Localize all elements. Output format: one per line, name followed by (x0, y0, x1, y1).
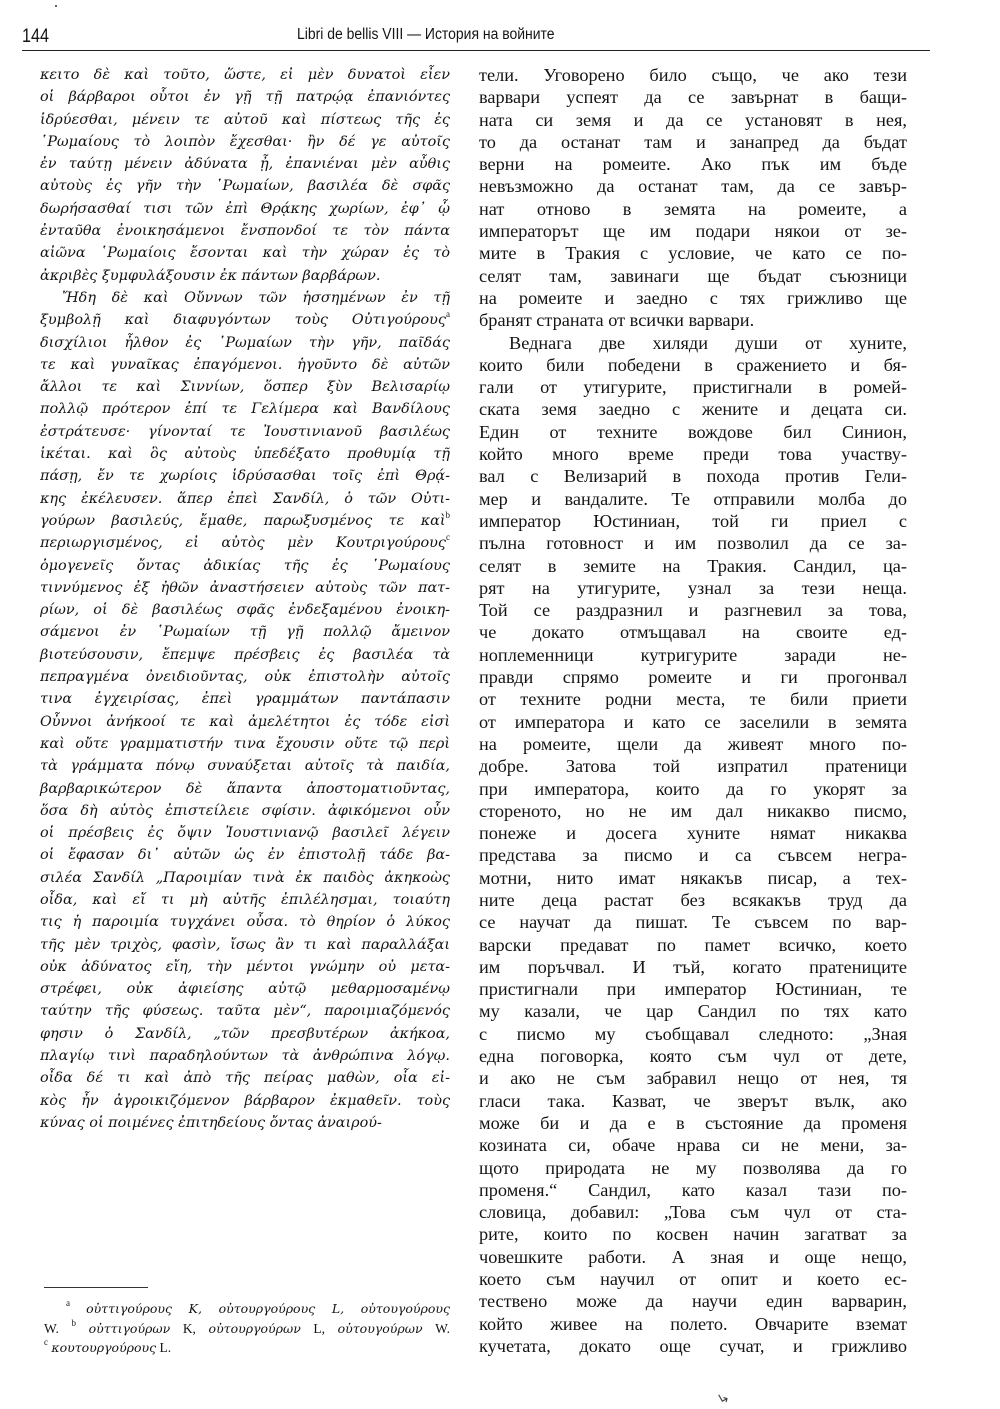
text-line (40, 733, 450, 755)
line-text: който живее на полето. Овчарите вземат (479, 1313, 907, 1334)
text-line (40, 1023, 450, 1045)
text-line (479, 1067, 907, 1089)
text-line (40, 131, 450, 153)
footnote-text: οὐττιγούρους K, οὐτουργούρους L, οὐτουγούρους (86, 1301, 450, 1316)
line-text: Ἤδη δὲ καὶ Οὔννων τῶν ἡσσημένων ἐν τῇ (62, 289, 450, 306)
text-line (40, 1090, 450, 1112)
line-text: κης ἐκέλευσεν. ἅπερ ἐπεὶ Σανδίλ, ὁ τῶν Οὐτι- (40, 490, 450, 507)
text-line (479, 1313, 907, 1335)
line-text: ἄλλοι τε καὶ Σιννίων, ὅσπερ ξὺν Βελισαρίῳ (40, 379, 450, 396)
line-text: σιλέα Σανδίλ „Παροιμίαν τινὰ ἐκ παιδὸς ἀκηκοὼς (40, 869, 450, 886)
text-line (479, 332, 907, 354)
line-text: варски предават по памет всичко, което (479, 934, 907, 955)
line-text: на ромеите и заедно с тях грижливо ще (479, 287, 907, 308)
text-line (40, 800, 450, 822)
line-text: понеже и досега хуните нямат никаква (479, 823, 907, 844)
text-line (40, 555, 450, 577)
line-text: οἱ ἔφασαν δι᾽ αὐτῶν ὡς ἐν ἐπιστολῇ τάδε βα- (40, 847, 450, 864)
footnotes (44, 1299, 450, 1358)
text-line (479, 488, 907, 510)
text-line (40, 332, 450, 354)
line-text: τῆς μὲν τριχὸς, φασὶν, ἴσως ἂν τι καὶ παραλλάξαι (40, 936, 450, 953)
line-text: οἱ πρέσβεις ἐς ὄψιν Ἰουστινιανῷ βασιλεῖ λέγειν (40, 825, 450, 842)
text-line (40, 621, 450, 643)
line-text: οἶδα, καὶ εἴ τι μὴ αὐτῆς ἐπιλέλησμαι, τοιαύτη (40, 891, 450, 908)
line-text: от императора и като се заселили в земята (479, 711, 907, 732)
text-line (479, 1290, 907, 1312)
line-text: бранят страната от всички варвари. (479, 310, 755, 331)
line-text: σάμενοι ἐν ῾Ρωμαίων τῇ γῇ πολλῷ ἄμεινον (40, 624, 450, 641)
text-line (40, 488, 450, 510)
line-text: πεπραγμένα ὀνειδιοῦντας, οὐκ ἐπιστολὴν αὐτοῖς (40, 669, 450, 686)
text-line (40, 844, 450, 866)
line-text: ἀκριβὲς ξυμφυλάξουσιν ἐκ πάντων βαρβάρων. (40, 267, 381, 284)
text-line (40, 889, 450, 911)
footnote-siglum: L. (159, 1340, 172, 1355)
text-line (40, 1067, 450, 1089)
text-line (479, 555, 907, 577)
text-line (479, 911, 907, 933)
greek-text-column (40, 64, 450, 1134)
line-text: кучетата, докато още сучат, и грижливо (479, 1335, 907, 1356)
text-line (479, 1268, 907, 1290)
footnote-mark: b (71, 1317, 76, 1328)
line-text: гласи така. Казват, че зверът вълк, ако (479, 1090, 907, 1111)
text-line (479, 510, 907, 532)
line-text: οἱ βάρβαροι οὗτοι ἐν γῇ τῇ πατρῴᾳ ἐπανιόντες (40, 89, 450, 106)
line-text: променя.“ Сандил, като казал тази по- (479, 1179, 907, 1200)
text-line (40, 220, 450, 242)
line-text: κειτο δὲ καὶ τοῦτο, ὥστε, εἰ μὲν δυνατοὶ εἶεν (40, 67, 450, 83)
line-text: мите в Тракия с условие, че като се по- (479, 243, 907, 264)
text-line (40, 577, 450, 599)
line-text: козината си, обаче нрава си не мени, за- (479, 1135, 907, 1156)
line-text: πολλῷ πρότερον ἐπί τε Γελίμερα καὶ Βανδίλους (40, 401, 450, 418)
text-line (40, 510, 450, 532)
text-line (479, 131, 907, 153)
text-line (40, 198, 450, 220)
text-line (479, 287, 907, 309)
line-text: които били победени в сражението и бя- (479, 354, 907, 375)
text-line (40, 778, 450, 800)
line-text: οἶδα δέ τι καὶ ἀπὸ τῆς πείρας μαθὼν, οἷα εἰ- (40, 1070, 450, 1087)
text-line (479, 778, 907, 800)
footnote-variant: οὐτουγούρων (337, 1320, 423, 1336)
line-text: стореното, но не им дал никакво писмо, (479, 800, 907, 821)
text-line (40, 599, 450, 621)
line-text: невъзможно да останат там, да се завър- (479, 176, 907, 197)
footnote-variant: κουτουργούρους (51, 1340, 157, 1355)
text-line (40, 1000, 450, 1022)
line-text: αἰῶνα ῾Ρωμαίοις ἔσονται καὶ τὴν χώραν ἐς τὸ (40, 245, 450, 262)
text-line (479, 198, 907, 220)
text-line (40, 644, 450, 666)
text-line (40, 666, 450, 688)
line-text: Той се раздразнил и разгневил за това, (479, 600, 907, 621)
footnote-variant: οὐτουργούρων (208, 1320, 301, 1336)
line-text: мотни, нито имат някакъв писар, а тех- (479, 867, 907, 888)
text-line (40, 309, 450, 331)
line-text: на ромеите, щели да живеят много по- (479, 733, 907, 754)
running-head: Libri de bellis VIII — История на войните (297, 26, 555, 43)
text-line (479, 1000, 907, 1022)
line-text: една поговорка, която съм чул от дете, (479, 1046, 907, 1067)
text-line (479, 465, 907, 487)
line-text: γούρων βασιλεύς, ἔμαθε, παρωξυσμένος τε καὶ (40, 512, 446, 529)
line-text: Един от техните вождове бил Синион, (479, 421, 907, 442)
line-text: император Юстиниан, той ги приел с (479, 510, 907, 531)
text-line (40, 688, 450, 710)
line-text: ἱδρύεσθαι, μένειν τε αὐτοῦ καὶ πίστεως τῆς ἐς (40, 111, 450, 128)
text-line (479, 1045, 907, 1067)
text-line (479, 956, 907, 978)
text-line (479, 532, 907, 554)
text-line (40, 376, 450, 398)
line-text: ната си земя и да се установят в нея, (479, 109, 907, 130)
line-text: от техните родни места, те били приети (479, 689, 907, 710)
line-text: ἐστράτευσε· γίνονταί τε Ἰουστινιανοῦ βασιλέως (40, 423, 450, 440)
scan-speck (55, 5, 57, 7)
line-text: ὅσα δὴ αὐτὸς ἐπιστείλειε σφίσιν. ἀφικόμενοι οὖν (40, 802, 450, 819)
line-text: нат отново в земята на ромеите, а (479, 198, 907, 219)
line-text: може би и да е в състояние да променя (479, 1112, 907, 1133)
line-text: императорът ще им подари някои от зе- (479, 221, 907, 242)
line-text: περιωργισμένος, εἰ αὐτὸς μὲν Κουτριγούρους (40, 535, 446, 552)
text-line (479, 398, 907, 420)
line-text: и ако не съм забравил нещо от нея, тя (479, 1068, 907, 1089)
text-line (479, 666, 907, 688)
footnote-siglum: W. (44, 1320, 59, 1336)
line-text: τε καὶ γυναῖκας ἐπαγόμενοι. ἡγοῦντο δὲ αὐτῶν (40, 356, 450, 373)
line-text: рите, които по косвен начин загатват за (479, 1224, 907, 1245)
line-text: пълна готовност и им позволил да се за- (479, 533, 907, 554)
text-line (479, 1134, 907, 1156)
line-text: който много време преди това участву- (479, 444, 907, 465)
footnote-mark: a (446, 309, 450, 320)
text-line (479, 1179, 907, 1201)
text-line (479, 354, 907, 376)
text-line (479, 800, 907, 822)
text-line (479, 1201, 907, 1223)
line-text: словица, добавил: „Това съм чул от ста- (479, 1202, 907, 1223)
line-text: представа за писмо и са съвсем негра- (479, 845, 907, 866)
footnote-siglum: L, (313, 1320, 326, 1336)
text-line (479, 1335, 907, 1357)
line-text: варвари успеят да се завърнат в бащи- (479, 87, 907, 108)
text-line (479, 443, 907, 465)
line-text: βιοτεύσουσιν, ἔπεμψε πρέσβεις ἐς βασιλέα τὰ (40, 646, 450, 663)
page-header (22, 22, 932, 52)
text-line (40, 242, 450, 264)
footnote-mark: b (445, 509, 450, 520)
bulgarian-text-column (479, 64, 907, 1357)
text-line (40, 64, 450, 86)
footnote-siglum: W. (435, 1320, 451, 1336)
line-text: φησιν ὁ Σανδίλ, „τῶν πρεσβυτέρων ἀκήκοα, (40, 1025, 450, 1042)
footnote-mark: c (44, 1337, 48, 1347)
text-line (40, 287, 450, 309)
footnote-b (44, 1319, 450, 1339)
line-text: ἱκέται. καὶ ὃς αὐτοὺς ὑπεδέξατο προθυμίᾳ τῇ (40, 446, 450, 463)
text-line (479, 822, 907, 844)
text-line (479, 153, 907, 175)
text-line (479, 220, 907, 242)
text-line (479, 242, 907, 264)
line-text: гали от утигурите, пристигнали в ромей- (479, 377, 907, 398)
line-text: пристигнали при император Юстиниан, те (479, 979, 907, 1000)
line-text: στρέφει, οὐκ ἀφιείσης αὐτῷ μεθαρμοσαμένῳ (40, 981, 450, 998)
line-text: τινα ἐγχειρίσας, ἐπεὶ γραμμάτων παντάπασιν (40, 691, 450, 708)
line-text: δωρήσασθαί τισι τῶν ἐπὶ Θρᾴκης χωρίων, ἐφ᾽ ᾧ (40, 200, 450, 217)
text-line (479, 621, 907, 643)
line-text: πάσῃ, ἔν τε χωρίοις ἱδρύσασθαι τοῖς ἐπὶ Θρᾴ- (40, 468, 450, 485)
line-text: κὸς ἦν ἀγροικιζόμενον βάρβαρον ἐκμαθεῖν. τοὺς (40, 1092, 450, 1109)
footnote-mark: c (446, 532, 450, 543)
line-text: се научат да пишат. Те съвсем по вар- (479, 912, 907, 933)
text-line (479, 644, 907, 666)
text-line (479, 421, 907, 443)
line-text: καὶ οὔτε γραμματιστήν τινα ἔχουσιν οὔτε τῷ περὶ (40, 735, 450, 752)
header-rule (22, 50, 930, 51)
line-text: рят на утигурите, узнал за тези неща. (479, 577, 907, 598)
line-text: селят там, завинаги ще бъдат съюзници (479, 265, 907, 286)
line-text: ξυμβολῇ καὶ διαφυγόντων τοὺς Οὐτιγούρους (40, 312, 446, 329)
line-text: κύνας οἱ ποιμένες ἐπιτηδείους ὄντας ἀναιρού- (40, 1114, 382, 1131)
line-text: правди спрямо ромеите и ги прогонвал (479, 667, 907, 688)
text-line (40, 1045, 450, 1067)
line-text: οὐκ ἀδύνατος εἴη, τὴν μέντοι γνώμην οὐ μετα- (40, 958, 450, 975)
text-line (479, 1157, 907, 1179)
line-text: добре. Затова той изпратил пратеници (479, 756, 907, 777)
line-text: ὁμογενεῖς ὄντας ἀδικίας τῆς ἐς ῾Ρωμαίους (40, 557, 450, 574)
line-text: то да останат там и занапред да бъдат (479, 131, 907, 152)
line-text: ἐν ταύτῃ μένειν ἀδύνατα ᾖ, ἐπανιέναι μὲν αὖθις (40, 156, 450, 173)
text-line (479, 867, 907, 889)
line-text: вал с Велизарий в похода против Гели- (479, 466, 907, 487)
text-line (479, 1090, 907, 1112)
line-text: αὐτοὺς ἐς γῆν τὴν ῾Ρωμαίων, βασιλέα δὲ σφᾶς (40, 178, 450, 195)
line-text: селят в земите на Тракия. Сандил, ца- (479, 555, 907, 576)
text-line (479, 978, 907, 1000)
line-text: човешките работи. А зная и още нещо, (479, 1246, 907, 1267)
line-text: βαρβαρικώτερον δὲ ἅπαντα ἀποστοματιοῦντας, (40, 780, 450, 797)
line-text: ните деца растат без всякакъв труд да (479, 889, 907, 910)
text-line (479, 1023, 907, 1045)
text-line (40, 465, 450, 487)
text-line (40, 421, 450, 443)
line-text: δισχίλιοι ἦλθον ἐς ῾Ρωμαίων τὴν γῆν, παῖδάς (40, 334, 450, 351)
footnote-mark: a (66, 1298, 70, 1308)
text-line (40, 109, 450, 131)
line-text: ноплеменници кутригурите заради не- (479, 644, 907, 665)
text-line (479, 175, 907, 197)
text-line (479, 86, 907, 108)
line-text: при императора, които да го укорят за (479, 778, 907, 799)
text-line (479, 376, 907, 398)
line-text: Веднага две хиляди души от хуните, (509, 332, 907, 353)
text-line (40, 956, 450, 978)
line-text: ἐνταῦθα ἐνοικησάμενοι ἔνσπονδοί τε τὸν πάντα (40, 223, 450, 240)
text-line (40, 755, 450, 777)
text-line (40, 443, 450, 465)
line-text: ската земя заедно с жените и децата си. (479, 399, 907, 420)
text-line (479, 934, 907, 956)
text-line (40, 532, 450, 554)
line-text: му казали, че цар Сандил по тях като (479, 1001, 907, 1022)
footnote-a (44, 1299, 450, 1319)
text-line (40, 978, 450, 1000)
footnote-siglum: K, (182, 1320, 196, 1336)
text-line (479, 711, 907, 733)
line-text: че докато отмъщавал на своите ед- (479, 622, 907, 643)
text-line (479, 755, 907, 777)
text-line (40, 911, 450, 933)
line-text: щото природата не му позволява да го (479, 1157, 907, 1178)
text-line (40, 822, 450, 844)
line-text: τὰ γράμματα πόνῳ συναύξεται αὐτοῖς τὰ παιδία, (40, 758, 450, 775)
text-line (40, 711, 450, 733)
text-line (479, 1223, 907, 1245)
text-line (479, 599, 907, 621)
text-line (479, 309, 907, 331)
text-line (40, 153, 450, 175)
text-line (479, 688, 907, 710)
line-text: Οὖννοι ἀνήκοοί τε καὶ ἀμελέτητοι ἐς τόδε εἰσὶ (40, 713, 450, 730)
scan-pencil-mark: ↳ (714, 1389, 733, 1409)
line-text: ρίων, οἱ δὲ βασιλέως σφᾶς ἐνδεξαμένου ἐνοικη- (40, 602, 450, 619)
footnote-variant: οὐττιγούρων (88, 1320, 171, 1336)
text-line (40, 934, 450, 956)
line-text: тествено може да научи един варварин, (479, 1291, 907, 1312)
text-line (479, 1246, 907, 1268)
text-line (40, 1112, 450, 1134)
line-text: с писмо му съобщавал следното: „Зная (479, 1023, 907, 1044)
line-text: тели. Уговорено било също, че ако тези (479, 65, 907, 85)
line-text: им поръчвал. И тъй, когато пратениците (479, 956, 907, 977)
line-text: мер и вандалите. Те отправили молба до (479, 488, 907, 509)
line-text: ταύτην τῆς φύσεως. ταῦτα μὲν“, παροιμιαζόμενός (40, 1003, 450, 1020)
text-line (40, 867, 450, 889)
line-text: τιννύμενος ἐξ ἠθῶν ἀναστήσειεν αὐτοὺς τῶν πατ- (40, 579, 450, 596)
text-line (479, 577, 907, 599)
line-text: което съм научил от опит и което ес- (479, 1269, 907, 1290)
text-line (479, 733, 907, 755)
page-number: 144 (22, 26, 49, 47)
line-text: πλαγίῳ τινὶ παραδηλούντων τὰ ἀνθρώπινα λόγῳ. (40, 1048, 450, 1065)
footnote-rule (44, 1287, 148, 1288)
text-line (479, 844, 907, 866)
text-line (40, 354, 450, 376)
text-line (479, 889, 907, 911)
text-line (40, 398, 450, 420)
line-text: ῾Ρωμαίους τὸ λοιπὸν ἔχεσθαι· ἢν δέ γε αὐτοῖς (40, 133, 450, 150)
text-line (40, 86, 450, 108)
text-line (40, 265, 450, 287)
line-text: τις ἡ παροιμία τυγχάνει οὖσα. τὸ θηρίον ὁ λύκος (40, 914, 450, 931)
text-line (479, 1112, 907, 1134)
text-line (479, 265, 907, 287)
text-line (40, 175, 450, 197)
text-line (479, 64, 907, 86)
line-text: верни на ромеите. Ако пък им бъде (479, 154, 907, 175)
text-line (479, 109, 907, 131)
footnote-c (44, 1338, 450, 1358)
